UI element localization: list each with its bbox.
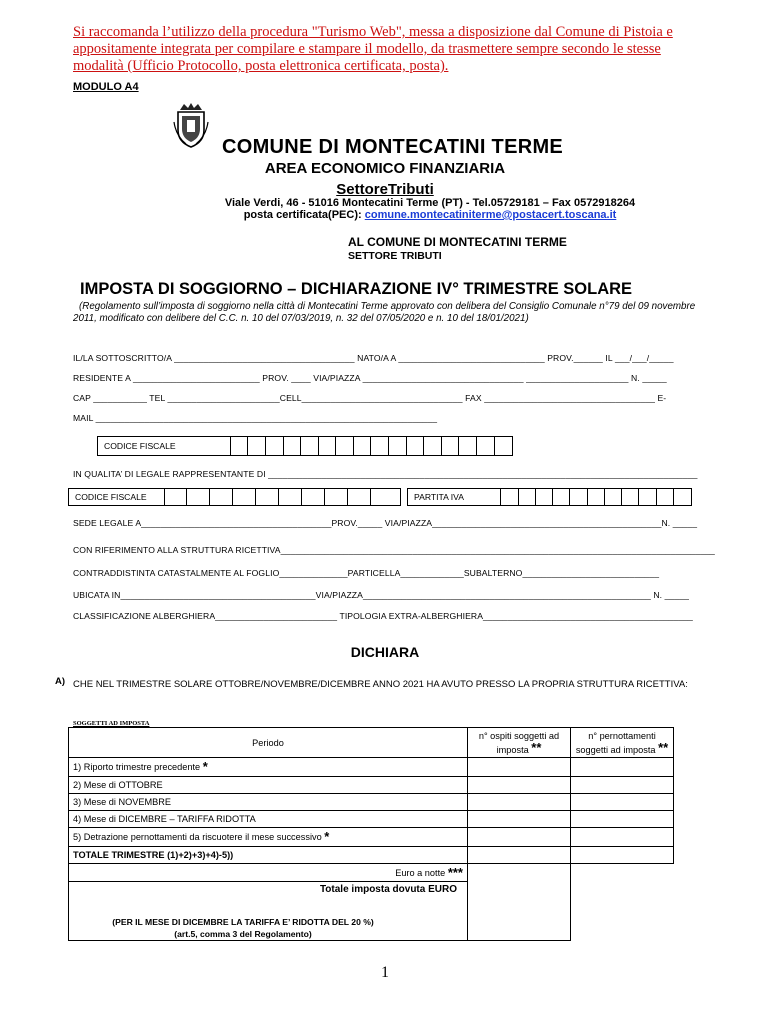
row-label-text: 5) Detrazione pernottamenti da riscuotere il mese successivo: [73, 832, 322, 842]
cf-char-cell[interactable]: [407, 437, 425, 455]
tax-summary-table: [68, 727, 674, 941]
row-label: 2) Mese di OTTOBRE: [69, 777, 468, 794]
pernottamenti-cell[interactable]: [571, 794, 674, 811]
cf-char-cell[interactable]: [284, 437, 302, 455]
table-row-rate: [69, 864, 674, 882]
ospiti-cell[interactable]: [468, 811, 571, 828]
piva-char-cell[interactable]: [622, 489, 639, 505]
recipient-line-1: AL COMUNE DI MONTECATINI TERME: [348, 235, 567, 249]
ospiti-cell[interactable]: [468, 794, 571, 811]
municipality-title: COMUNE DI MONTECATINI TERME: [222, 136, 564, 158]
declaration-heading: DICHIARA: [350, 644, 420, 660]
residence-line[interactable]: RESIDENTE A __________________________ PROV. ____ VIA/PIAZZA _________________________________ _____________________ N. _____: [73, 373, 667, 383]
row-label: 3) Mese di NOVEMBRE: [69, 794, 468, 811]
table-header-row: [69, 728, 674, 758]
registered-office-line[interactable]: SEDE LEGALE A_______________________________________PROV._____ VIA/PIAZZA_______________________________________________N. _____: [73, 518, 698, 528]
page-number: 1: [381, 964, 389, 981]
pec-line: [0, 209, 770, 221]
codice-fiscale-box: [97, 436, 513, 456]
footnote-marker: **: [531, 739, 542, 755]
pernottamenti-cell[interactable]: [571, 758, 674, 777]
cf-char-cell[interactable]: [477, 437, 495, 455]
piva-char-cell[interactable]: [588, 489, 605, 505]
company-cf-char-cell[interactable]: [371, 489, 394, 505]
row-label: [69, 758, 468, 777]
rate-label-text: Euro a notte: [395, 867, 446, 878]
company-cf-char-cell[interactable]: [325, 489, 348, 505]
codice-fiscale-label: CODICE FISCALE: [98, 437, 231, 455]
december-note-line2: (art.5, comma 3 del Regolamento): [174, 929, 312, 939]
cf-char-cell[interactable]: [248, 437, 266, 455]
footnote-marker: *: [324, 829, 330, 844]
company-cf-char-cell[interactable]: [164, 489, 187, 505]
cf-char-cell[interactable]: [336, 437, 354, 455]
december-note: [69, 916, 467, 940]
cf-char-cell[interactable]: [301, 437, 319, 455]
pec-label: posta certificata(PEC):: [243, 209, 362, 221]
blank-cell: [571, 864, 674, 882]
table-row: [69, 777, 674, 794]
rate-value-cell[interactable]: [468, 864, 571, 882]
blank-cell: [571, 882, 674, 941]
total-tax-block: [69, 882, 468, 941]
total-tax-value-cell[interactable]: [468, 882, 571, 941]
piva-char-cell[interactable]: [553, 489, 570, 505]
total-tax-label: Totale imposta dovuta EURO: [319, 884, 457, 895]
ospiti-total-cell[interactable]: [468, 847, 571, 864]
location-line[interactable]: UBICATA IN________________________________________VIA/PIAZZA___________________________________________________________ N. _____: [73, 590, 690, 600]
footnote-marker: *: [202, 759, 208, 774]
row-label: 4) Mese di DICEMBRE – TARIFFA RIDOTTA: [69, 811, 468, 828]
cf-char-cell[interactable]: [442, 437, 460, 455]
piva-char-cell[interactable]: [657, 489, 674, 505]
partita-iva-label: PARTITA IVA: [408, 489, 501, 505]
piva-char-cell[interactable]: [519, 489, 536, 505]
classification-line[interactable]: CLASSIFICAZIONE ALBERGHIERA_________________________ TIPOLOGIA EXTRA-ALBERGHIERA___________________________________________: [73, 611, 693, 621]
table-row: [69, 811, 674, 828]
cf-char-cell[interactable]: [354, 437, 372, 455]
piva-char-cell[interactable]: [501, 489, 518, 505]
taxable-subjects-label: SOGGETTI AD IMPOSTA: [73, 720, 150, 727]
accommodation-line[interactable]: CON RIFERIMENTO ALLA STRUTTURA RICETTIVA_________________________________________________________________________________________: [73, 545, 715, 555]
recommendation-notice: Si raccomanda l’utilizzo della procedura "Turismo Web", messa a disposizione dal Comune di Pistoia e appositamente integrata per compilare e stampare il modello, da trasmettere sempre secondo le stesse modalità (Ufficio Protocollo, posta elettronica certificata, posta).: [73, 24, 673, 74]
cadastral-line[interactable]: CONTRADDISTINTA CATASTALMENTE AL FOGLIO______________PARTICELLA_____________SUBALTERNO____________________________: [73, 568, 660, 578]
company-codice-fiscale-label: CODICE FISCALE: [75, 492, 147, 502]
cf-char-cell[interactable]: [459, 437, 477, 455]
ospiti-cell[interactable]: [468, 758, 571, 777]
row-label: [69, 828, 468, 847]
header-periodo: Periodo: [69, 728, 468, 758]
cf-char-cell[interactable]: [371, 437, 389, 455]
december-note-line1: (PER IL MESE DI DICEMBRE LA TARIFFA E’ RIDOTTA DEL 20 %): [112, 917, 374, 927]
pernottamenti-total-cell[interactable]: [571, 847, 674, 864]
cf-char-cell[interactable]: [495, 437, 513, 455]
table-row: [69, 758, 674, 777]
company-codice-fiscale-box: [68, 488, 401, 506]
row-label-text: 1) Riporto trimestre precedente: [73, 762, 201, 772]
cf-char-cell[interactable]: [424, 437, 442, 455]
module-label: MODULO A4: [73, 81, 139, 93]
company-cf-char-cell[interactable]: [256, 489, 279, 505]
declarant-line[interactable]: IL/LA SOTTOSCRITTO/A _____________________________________ NATO/A A ______________________________ PROV.______ IL ___/___/_____: [73, 353, 674, 363]
section-a-text: CHE NEL TRIMESTRE SOLARE OTTOBRE/NOVEMBRE/DICEMBRE ANNO 2021 HA AVUTO PRESSO LA PROPRIA STRUTTURA RICETTIVA:: [73, 679, 688, 690]
header-pernottamenti: [571, 728, 674, 758]
company-cf-char-cell[interactable]: [187, 489, 210, 505]
form-title: IMPOSTA DI SOGGIORNO – DICHIARAZIONE IV° TRIMESTRE SOLARE: [80, 280, 633, 298]
header-pernottamenti-text: n° pernottamenti soggetti ad imposta: [575, 730, 656, 755]
table-row-total: [69, 847, 674, 864]
company-cf-char-cell[interactable]: [279, 489, 302, 505]
ospiti-cell[interactable]: [468, 828, 571, 847]
pec-email-link[interactable]: comune.montecatiniterme@postacert.toscana.it: [364, 209, 617, 221]
piva-char-cell[interactable]: [674, 489, 691, 505]
piva-char-cell[interactable]: [639, 489, 656, 505]
section-a-label: A): [55, 676, 66, 687]
address-line: Viale Verdi, 46 - 51016 Montecatini Terme (PT) - Tel.05729181 – Fax 0572918264: [224, 197, 636, 209]
table-row: [69, 828, 674, 847]
header-ospiti: [468, 728, 571, 758]
cf-char-cell[interactable]: [266, 437, 284, 455]
piva-char-cell[interactable]: [536, 489, 553, 505]
total-trimester-label: TOTALE TRIMESTRE (1)+2)+3)+4)-5)): [69, 847, 468, 864]
header-ospiti-text: n° ospiti soggetti ad imposta: [478, 730, 560, 755]
address-block: [0, 197, 770, 221]
table-row-tax: [69, 882, 674, 941]
footnote-marker: **: [658, 739, 669, 755]
footnote-marker: ***: [447, 864, 463, 880]
partita-iva-box: [407, 488, 692, 506]
tax-office: SettoreTributi: [336, 181, 434, 198]
ospiti-cell[interactable]: [468, 777, 571, 794]
municipal-crest-icon: [172, 102, 210, 148]
pernottamenti-cell[interactable]: [571, 828, 674, 847]
piva-char-cell[interactable]: [605, 489, 622, 505]
company-cf-char-cell[interactable]: [233, 489, 256, 505]
email-line[interactable]: MAIL ______________________________________________________________________: [73, 413, 438, 423]
pernottamenti-cell[interactable]: [571, 777, 674, 794]
contact-line[interactable]: CAP ___________ TEL _______________________CELL_________________________________ FAX ___________________________________ E-: [73, 393, 667, 403]
table-row: [69, 794, 674, 811]
cf-char-cell[interactable]: [231, 437, 249, 455]
piva-char-cell[interactable]: [570, 489, 587, 505]
company-cf-char-cell[interactable]: [348, 489, 371, 505]
recipient-line-2: SETTORE TRIBUTI: [348, 250, 442, 262]
cf-char-cell[interactable]: [389, 437, 407, 455]
company-cf-char-cell[interactable]: [302, 489, 325, 505]
rate-label: [69, 864, 468, 882]
regulation-reference: (Regolamento sull’imposta di soggiorno nella città di Montecatini Terme approvato con delibera del Consiglio Comunale n°79 del 09 novembre 2011, modificato con delibere del C.C. n. 10 del 07/03/2019, n. 32 del 07/05/2020 e n. 10 del 18/01/2021): [73, 301, 696, 324]
department-area: AREA ECONOMICO FINANZIARIA: [264, 160, 506, 177]
company-cf-char-cell[interactable]: [210, 489, 233, 505]
legal-representative-line[interactable]: IN QUALITA’ DI LEGALE RAPPRESENTANTE DI ________________________________________________________________________________________: [73, 469, 698, 479]
cf-char-cell[interactable]: [319, 437, 337, 455]
pernottamenti-cell[interactable]: [571, 811, 674, 828]
